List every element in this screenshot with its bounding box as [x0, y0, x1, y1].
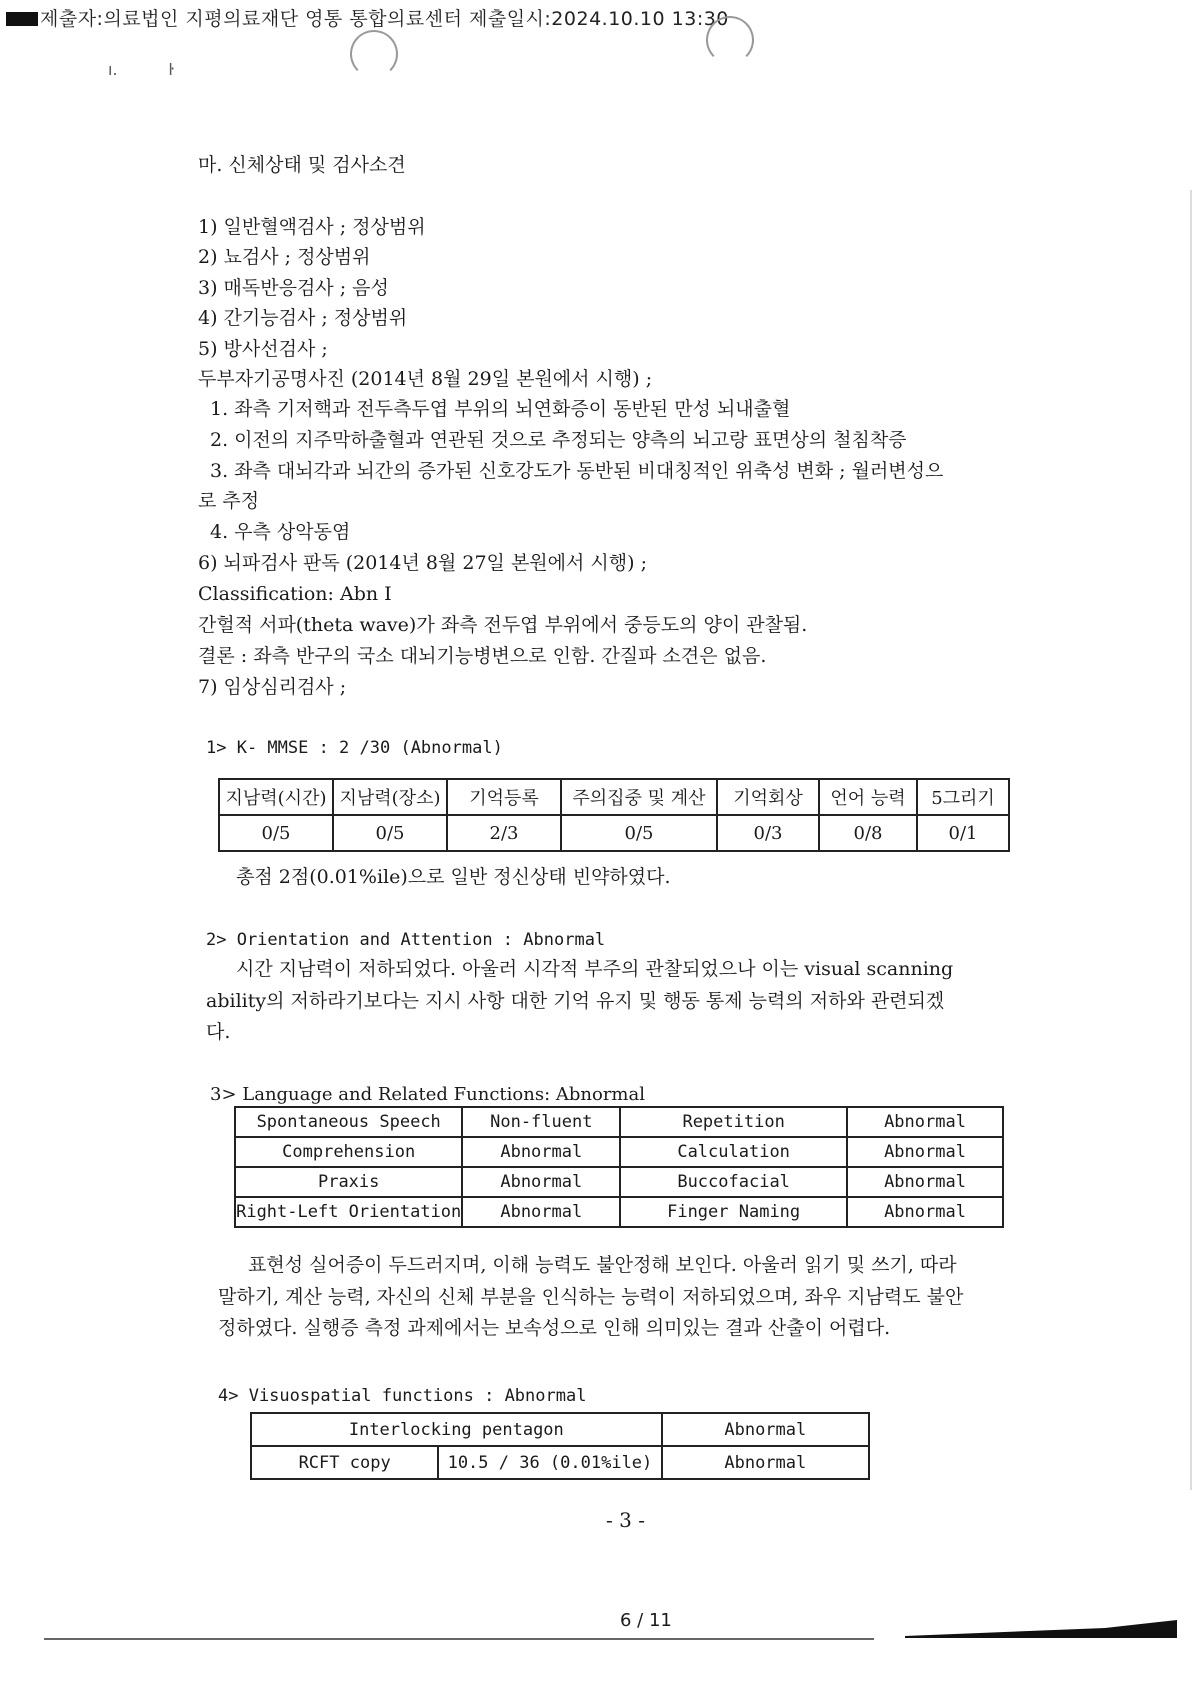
language-cell: Buccofacial — [620, 1167, 847, 1197]
mmse-header-cell: 5그리기 — [917, 779, 1009, 815]
exam-item: 1) 일반혈액검사 ; 정상범위 — [198, 216, 426, 238]
visuospatial-table — [250, 1412, 870, 1480]
visuospatial-cell: Abnormal — [662, 1413, 869, 1446]
eeg-line: 간헐적 서파(theta wave)가 좌측 전두엽 부위에서 중등도의 양이 관찰됨. — [198, 614, 808, 636]
language-row — [235, 1137, 1003, 1167]
mri-finding: 4. 우측 상악동염 — [210, 521, 351, 543]
language-cell: Right-Left Orientation — [235, 1197, 462, 1227]
mri-finding: 3. 좌측 대뇌각과 뇌간의 증가된 신호강도가 동반된 비대칭적인 위축성 변화 ; 월러변성으 — [210, 460, 944, 482]
language-cell: Abnormal — [847, 1107, 1003, 1137]
language-row — [235, 1107, 1003, 1137]
language-row — [235, 1197, 1003, 1227]
punch-hole-left — [350, 30, 398, 78]
language-cell: Calculation — [620, 1137, 847, 1167]
punch-hole-right — [706, 16, 754, 64]
mmse-header-cell: 지남력(시간) — [219, 779, 333, 815]
scan-black-edge — [905, 1616, 1177, 1638]
language-cell: Abnormal — [847, 1197, 1003, 1227]
fax-header — [0, 0, 1200, 34]
language-cell: Spontaneous Speech — [235, 1107, 462, 1137]
visuospatial-cell: Abnormal — [662, 1446, 869, 1479]
visuospatial-row — [251, 1413, 869, 1446]
visuospatial-cell: RCFT copy — [251, 1446, 438, 1479]
mri-finding: 1. 좌측 기저핵과 전두측두엽 부위의 뇌연화증이 동반된 만성 뇌내출혈 — [210, 398, 791, 420]
language-row — [235, 1167, 1003, 1197]
language-line: 말하기, 계산 능력, 자신의 신체 부분을 인식하는 능력이 저하되었으며, 좌우 지남력도 불안 — [218, 1286, 964, 1308]
section-title: 마. 신체상태 및 검사소견 — [198, 154, 406, 176]
mmse-value-cell: 0/3 — [717, 815, 819, 851]
exam-item: 4) 간기능검사 ; 정상범위 — [198, 307, 408, 329]
language-cell: Abnormal — [462, 1197, 620, 1227]
exam-item: 2) 뇨검사 ; 정상범위 — [198, 246, 371, 268]
language-cell: Abnormal — [462, 1137, 620, 1167]
language-cell: Non-fluent — [462, 1107, 620, 1137]
language-cell: Abnormal — [847, 1167, 1003, 1197]
visuospatial-row — [251, 1446, 869, 1479]
orientation-line: 다. — [206, 1021, 231, 1043]
language-cell: Abnormal — [847, 1137, 1003, 1167]
mmse-header-cell: 기억등록 — [447, 779, 561, 815]
exam-item: 3) 매독반응검사 ; 음성 — [198, 277, 389, 299]
language-line: 표현성 실어증이 두드러지며, 이해 능력도 불안정해 보인다. 아울러 읽기 및 쓰기, 따라 — [248, 1254, 957, 1276]
visuospatial-title: 4> Visuospatial functions : Abnormal — [218, 1386, 587, 1406]
visuospatial-cell: 10.5 / 36 (0.01%ile) — [438, 1446, 661, 1479]
mmse-value-cell: 0/5 — [561, 815, 717, 851]
mmse-value-row — [219, 815, 1009, 851]
mmse-header-cell: 언어 능력 — [819, 779, 917, 815]
language-line: 정하였다. 실행증 측정 과제에서는 보속성으로 인해 의미있는 결과 산출이 어렵다. — [218, 1317, 891, 1339]
mmse-value-cell: 0/5 — [333, 815, 447, 851]
eeg-intro: 6) 뇌파검사 판독 (2014년 8월 27일 본원에서 시행) ; — [198, 552, 647, 574]
mmse-summary: 총점 2점(0.01%ile)으로 일반 정신상태 빈약하였다. — [236, 866, 671, 888]
mmse-value-cell: 2/3 — [447, 815, 561, 851]
language-cell: Abnormal — [462, 1167, 620, 1197]
mmse-header-cell: 기억회상 — [717, 779, 819, 815]
mmse-value-cell: 0/5 — [219, 815, 333, 851]
mmse-header-cell: 주의집중 및 계산 — [561, 779, 717, 815]
mri-intro: 두부자기공명사진 (2014년 8월 29일 본원에서 시행) ; — [198, 368, 653, 390]
submission-stamp: 제출자:의료법인 지평의료재단 영통 통합의료센터 제출일시:2024.10.10 13:30 — [40, 8, 729, 30]
mri-finding: 2. 이전의 지주막하출혈과 연관된 것으로 추정되는 양측의 뇌고랑 표면상의 철침착증 — [210, 429, 907, 451]
orientation-line: 시간 지남력이 저하되었다. 아울러 시각적 부주의 관찰되었으나 이는 visual scanning — [236, 958, 954, 980]
orientation-line: ability의 저하라기보다는 지시 사항 대한 기억 유지 및 행동 통제 능력의 저하와 관련되겠 — [206, 990, 945, 1012]
scan-edge-line — [1190, 190, 1192, 1490]
mmse-value-cell: 0/1 — [917, 815, 1009, 851]
header-black-mark — [6, 12, 38, 26]
orientation-title: 2> Orientation and Attention : Abnormal — [206, 930, 606, 950]
mmse-header-row — [219, 779, 1009, 815]
mri-finding: 로 추정 — [198, 490, 260, 512]
bottom-rule — [44, 1638, 874, 1640]
eeg-line: Classification: Abn I — [198, 583, 392, 605]
eeg-line: 결론 : 좌측 반구의 국소 대뇌기능병변으로 인함. 간질파 소견은 없음. — [198, 645, 767, 667]
page-count: 6 / 11 — [620, 1610, 672, 1631]
mmse-header-cell: 지남력(장소) — [333, 779, 447, 815]
language-table — [234, 1106, 1004, 1228]
language-cell: Finger Naming — [620, 1197, 847, 1227]
visuospatial-cell: Interlocking pentagon — [251, 1413, 662, 1446]
language-title: 3> Language and Related Functions: Abnormal — [210, 1084, 645, 1105]
exam-item: 5) 방사선검사 ; — [198, 338, 328, 360]
page-number: - 3 - — [606, 1508, 645, 1532]
mmse-title: 1> K- MMSE : 2 /30 (Abnormal) — [206, 738, 503, 758]
language-cell: Repetition — [620, 1107, 847, 1137]
mmse-table — [218, 778, 1010, 852]
psych-intro: 7) 임상심리검사 ; — [198, 676, 347, 698]
language-cell: Comprehension — [235, 1137, 462, 1167]
mmse-value-cell: 0/8 — [819, 815, 917, 851]
language-cell: Praxis — [235, 1167, 462, 1197]
scan-specks: ı. ŀ — [108, 60, 174, 79]
